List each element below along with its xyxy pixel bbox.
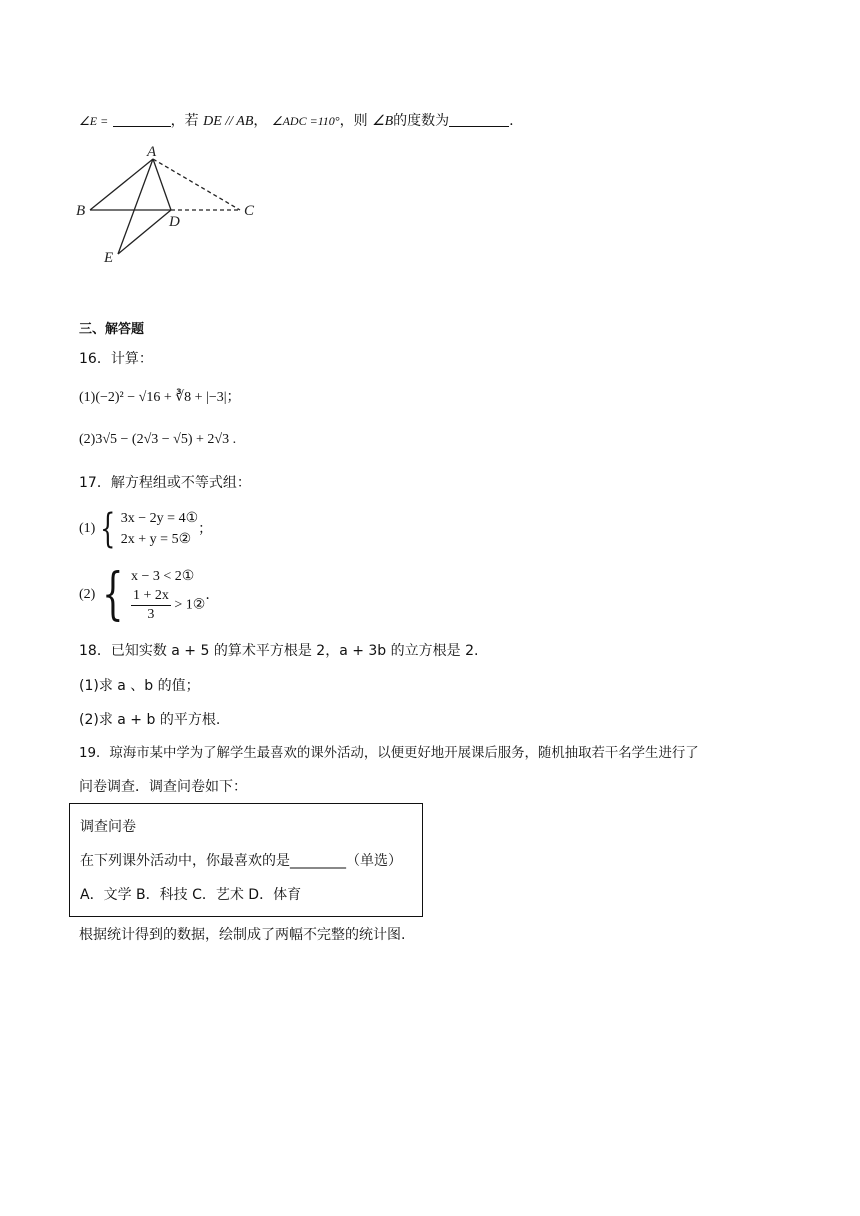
q16-expression-2: 3√5 − (2√3 − √5) + 2√3 . bbox=[95, 432, 237, 447]
inequality-1: x − 3 < 2① bbox=[130, 569, 195, 584]
q19-after-text: 根据统计得到的数据，绘制成了两幅不完整的统计图. bbox=[79, 927, 406, 943]
parallel-condition: DE // AB bbox=[203, 114, 254, 129]
answer-blank-e bbox=[113, 112, 171, 127]
fraction bbox=[131, 587, 171, 624]
point-label-e: E bbox=[104, 250, 114, 266]
angle-b-label: ∠B bbox=[372, 114, 394, 129]
equation-system bbox=[121, 508, 198, 550]
fraction-numerator: 1 + 2x bbox=[131, 587, 171, 606]
system-brace: { bbox=[100, 506, 116, 552]
fraction-denominator: 3 bbox=[147, 607, 155, 622]
question-tail: 的度数为 bbox=[393, 113, 450, 129]
answer-blank-b bbox=[449, 112, 509, 127]
inequality-2 bbox=[131, 587, 205, 624]
q17-part2 bbox=[79, 562, 210, 630]
section-heading: 三、解答题 bbox=[79, 322, 145, 337]
period: . bbox=[205, 587, 210, 603]
q16-expression-1: (−2)² − √16 + ∛8 + |−3|； bbox=[95, 390, 241, 405]
survey-options: A．文学 B．科技 C．艺术 D．体育 bbox=[80, 887, 302, 903]
q19-stem-line1: 19．琼海市某中学为了解学生最喜欢的课外活动，以便更好地开展课后服务，随机抽取若干名学生进行了 bbox=[79, 746, 699, 761]
survey-title: 调查问卷 bbox=[80, 819, 136, 835]
point-label-b: B bbox=[76, 203, 86, 219]
inequality-system bbox=[131, 566, 205, 624]
segment-ad bbox=[153, 159, 171, 210]
q16-stem: 16．计算： bbox=[79, 351, 153, 367]
period: . bbox=[509, 113, 514, 129]
equation-2: 2x + y = 5② bbox=[120, 532, 192, 547]
q17-part1 bbox=[79, 508, 212, 554]
point-label-d: D bbox=[169, 214, 180, 230]
separator: ， bbox=[253, 113, 268, 129]
point-label-c: C bbox=[244, 203, 255, 219]
survey-box bbox=[69, 803, 423, 917]
q16-part2 bbox=[79, 429, 236, 450]
system-brace: { bbox=[102, 562, 124, 627]
q19-stem-line2: 问卷调查．调查问卷如下： bbox=[79, 779, 247, 795]
part-label: (2) bbox=[79, 587, 96, 602]
angle-e-label: ∠E = bbox=[79, 114, 109, 128]
part-label: (2) bbox=[79, 432, 96, 447]
geometry-figure bbox=[74, 142, 270, 267]
condition-text-2: ，则 bbox=[339, 113, 368, 129]
condition-text: ，若 bbox=[170, 113, 199, 129]
semicolon: ； bbox=[198, 521, 213, 537]
survey-question: 在下列课外活动中，你最喜欢的是________（单选） bbox=[80, 853, 402, 869]
part-label: (1) bbox=[79, 521, 96, 536]
q17-stem: 17．解方程组或不等式组： bbox=[79, 475, 251, 491]
q18-part2: (2)求 a + b 的平方根. bbox=[79, 712, 221, 728]
q15-line bbox=[79, 111, 514, 132]
point-label-a: A bbox=[147, 144, 157, 160]
q18-part1: (1)求 a 、b 的值； bbox=[79, 678, 200, 694]
segment-ac-dashed bbox=[153, 159, 240, 210]
q18-stem: 18．已知实数 a + 5 的算术平方根是 2，a + 3b 的立方根是 2. bbox=[79, 643, 479, 659]
equation-1: 3x − 2y = 4① bbox=[120, 511, 199, 526]
angle-adc-label: ∠ADC =110° bbox=[271, 114, 340, 128]
q16-part1 bbox=[79, 387, 241, 408]
part-label: (1) bbox=[79, 390, 96, 405]
inequality-rhs: > 1② bbox=[174, 597, 206, 613]
